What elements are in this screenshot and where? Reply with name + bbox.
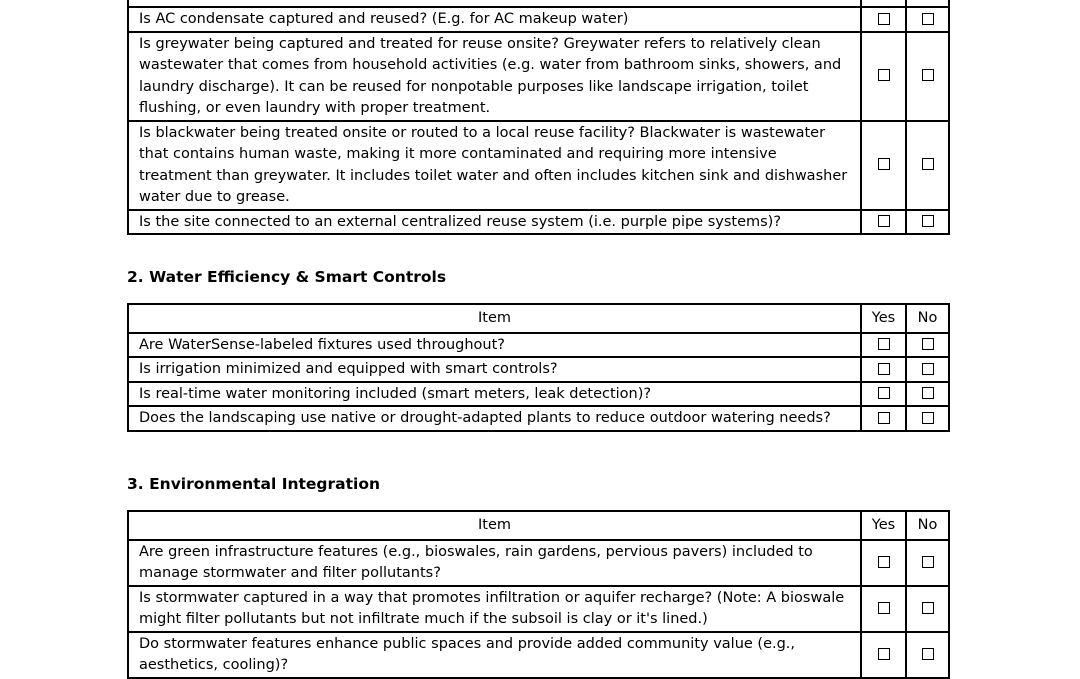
no-cell <box>906 382 949 407</box>
question-cell: Are WaterSense-labeled fixtures used throughout? <box>128 333 861 358</box>
yes-cell <box>861 210 906 235</box>
water-reuse-table <box>127 0 950 235</box>
question-cell: Is greywater being captured and treated for reuse onsite? Greywater refers to relatively clean wastewater that comes from household activities (e.g. water from bathroom sinks, showers, and laundry discharge). It can be reused for nonpotable purposes like landscape irrigation, toilet flushing, or even laundry with proper treatment. <box>128 32 861 121</box>
no-cell <box>906 32 949 121</box>
no-checkbox[interactable] <box>922 387 934 399</box>
table-row <box>128 210 949 235</box>
no-header: No <box>906 511 949 540</box>
item-header: Item <box>128 511 861 540</box>
no-checkbox[interactable] <box>922 13 934 25</box>
no-cell <box>906 210 949 235</box>
yes-cell <box>861 357 906 382</box>
table-row <box>128 382 949 407</box>
question-cell: Is real-time water monitoring included (smart meters, leak detection)? <box>128 382 861 407</box>
question-cell: Is stormwater captured in a way that promotes infiltration or aquifer recharge? (Note: A bioswale might filter pollutants but not infiltrate much if the subsoil is clay or it's lined.) <box>128 586 861 632</box>
yes-checkbox[interactable] <box>878 556 890 568</box>
table-header-row <box>128 511 949 540</box>
yes-cell <box>861 333 906 358</box>
table-row <box>128 333 949 358</box>
table-row <box>128 7 949 32</box>
no-checkbox[interactable] <box>922 412 934 424</box>
no-cell <box>906 406 949 431</box>
yes-checkbox[interactable] <box>878 158 890 170</box>
yes-cell <box>861 382 906 407</box>
yes-checkbox[interactable] <box>878 412 890 424</box>
table-row <box>128 357 949 382</box>
no-cell <box>906 632 949 678</box>
yes-checkbox[interactable] <box>878 69 890 81</box>
no-checkbox[interactable] <box>922 556 934 568</box>
no-checkbox[interactable] <box>922 602 934 614</box>
table-row <box>128 0 949 7</box>
no-cell <box>906 586 949 632</box>
yes-cell <box>861 540 906 586</box>
question-cell <box>128 0 861 7</box>
water-efficiency-table <box>127 303 950 432</box>
no-checkbox[interactable] <box>922 158 934 170</box>
section-3-title: 3. Environmental Integration <box>127 475 381 493</box>
no-cell <box>906 7 949 32</box>
no-checkbox[interactable] <box>922 215 934 227</box>
yes-cell <box>861 121 906 210</box>
item-header: Item <box>128 304 861 333</box>
yes-checkbox[interactable] <box>878 602 890 614</box>
table-row <box>128 540 949 586</box>
yes-checkbox[interactable] <box>878 387 890 399</box>
environmental-integration-table <box>127 510 950 679</box>
table-row <box>128 32 949 121</box>
table-header-row <box>128 304 949 333</box>
question-cell: Is AC condensate captured and reused? (E.g. for AC makeup water) <box>128 7 861 32</box>
yes-cell <box>861 7 906 32</box>
question-cell: Is blackwater being treated onsite or routed to a local reuse facility? Blackwater is wastewater that contains human waste, making it more contaminated and requiring more intensive treatment than greywater. It includes toilet water and often includes kitchen sink and dishwasher water due to grease. <box>128 121 861 210</box>
table-row <box>128 586 949 632</box>
no-header: No <box>906 304 949 333</box>
yes-cell <box>861 632 906 678</box>
yes-checkbox[interactable] <box>878 215 890 227</box>
question-cell: Are green infrastructure features (e.g., bioswales, rain gardens, pervious pavers) included to manage stormwater and filter pollutants? <box>128 540 861 586</box>
no-cell <box>906 121 949 210</box>
yes-header: Yes <box>861 511 906 540</box>
no-cell <box>906 540 949 586</box>
question-cell: Is the site connected to an external centralized reuse system (i.e. purple pipe systems)? <box>128 210 861 235</box>
no-checkbox[interactable] <box>922 363 934 375</box>
no-cell <box>906 333 949 358</box>
yes-checkbox[interactable] <box>878 363 890 375</box>
no-checkbox[interactable] <box>922 338 934 350</box>
no-checkbox[interactable] <box>922 648 934 660</box>
section-2-title: 2. Water Efficiency & Smart Controls <box>127 268 447 286</box>
yes-checkbox[interactable] <box>878 338 890 350</box>
table-row <box>128 632 949 678</box>
question-cell: Do stormwater features enhance public spaces and provide added community value (e.g., aesthetics, cooling)? <box>128 632 861 678</box>
yes-cell <box>861 32 906 121</box>
yes-cell <box>861 586 906 632</box>
question-cell: Does the landscaping use native or drought-adapted plants to reduce outdoor watering needs? <box>128 406 861 431</box>
table-row <box>128 406 949 431</box>
no-checkbox[interactable] <box>922 69 934 81</box>
table-row <box>128 121 949 210</box>
yes-header: Yes <box>861 304 906 333</box>
yes-checkbox[interactable] <box>878 648 890 660</box>
question-cell: Is irrigation minimized and equipped with smart controls? <box>128 357 861 382</box>
no-cell <box>906 357 949 382</box>
yes-cell <box>861 406 906 431</box>
yes-checkbox[interactable] <box>878 13 890 25</box>
